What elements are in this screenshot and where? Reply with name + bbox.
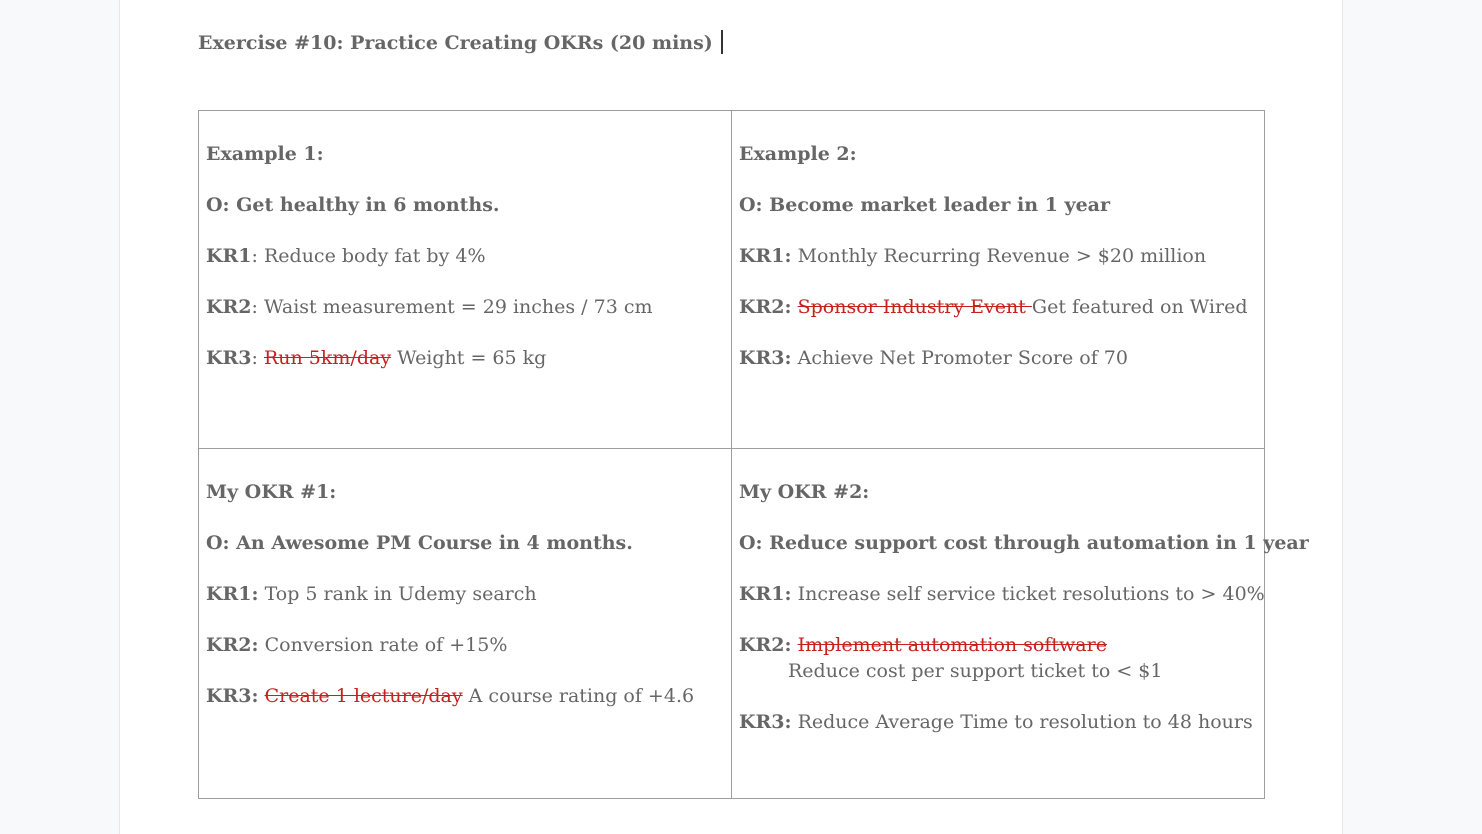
okr-table (198, 110, 1309, 799)
kr-label: KR2: (739, 634, 792, 656)
cell-example-2[interactable] (732, 111, 1265, 449)
deleted-text: Run 5km/day (263, 347, 392, 369)
kr-label: KR3: (206, 685, 259, 707)
kr-separator: : (251, 347, 264, 369)
key-result-3 (739, 345, 1257, 372)
deleted-text: Sponsor Industry Event (797, 296, 1032, 318)
cell-heading: My OKR #2: (739, 481, 870, 503)
kr-label: KR2: (739, 296, 792, 318)
cell-heading: Example 2: (739, 143, 857, 165)
kr-text: Weight = 65 kg (391, 347, 547, 369)
kr-text: Reduce cost per support ticket to < $1 (788, 660, 1163, 682)
cell-my-okr-2[interactable] (732, 449, 1309, 799)
cell-heading: Example 1: (206, 143, 324, 165)
kr-label: KR2 (206, 296, 252, 318)
kr-text: Reduce Average Time to resolution to 48 hours (797, 711, 1253, 733)
key-result-1 (206, 581, 724, 608)
cell-heading: My OKR #1: (206, 481, 337, 503)
kr-text: Conversion rate of +15% (264, 634, 508, 656)
table-row (199, 111, 1265, 449)
kr-label: KR3: (739, 347, 792, 369)
objective: O: An Awesome PM Course in 4 months. (206, 532, 633, 554)
kr-separator: : (251, 245, 264, 267)
objective: O: Reduce support cost through automation in 1 year (739, 532, 1309, 554)
kr-label: KR1: (739, 583, 792, 605)
kr-text: Monthly Recurring Revenue > $20 million (797, 245, 1207, 267)
kr-text: Reduce body fat by 4% (263, 245, 486, 267)
kr-text: Waist measurement = 29 inches / 73 cm (263, 296, 653, 318)
kr-label: KR1: (206, 583, 259, 605)
deleted-text: Create 1 lecture/day (264, 685, 463, 707)
kr-label: KR3 (206, 347, 252, 369)
key-result-1 (739, 581, 1265, 608)
kr-label: KR2: (206, 634, 259, 656)
objective: O: Become market leader in 1 year (739, 194, 1110, 216)
deleted-text: Implement automation software (797, 634, 1107, 656)
kr-text: Get featured on Wired (1031, 296, 1248, 318)
key-result-3 (206, 345, 724, 372)
cell-my-okr-1[interactable] (199, 449, 732, 799)
key-result-2 (739, 632, 1257, 685)
cell-example-1[interactable] (199, 111, 732, 449)
kr-text: A course rating of +4.6 (462, 685, 695, 707)
key-result-3 (739, 709, 1257, 736)
exercise-title-text: Exercise #10: Practice Creating OKRs (20 mins) (198, 32, 713, 54)
kr-label: KR3: (739, 711, 792, 733)
document-page[interactable] (119, 0, 1343, 834)
kr-label: KR1: (739, 245, 792, 267)
kr-text: Increase self service ticket resolutions to > 40% (797, 583, 1265, 605)
objective: O: Get healthy in 6 months. (206, 194, 500, 216)
kr-label: KR1 (206, 245, 252, 267)
key-result-3 (206, 683, 724, 710)
text-cursor (721, 30, 723, 54)
kr-text: Achieve Net Promoter Score of 70 (797, 347, 1128, 369)
key-result-1 (739, 243, 1257, 270)
key-result-2 (206, 632, 724, 659)
key-result-1 (206, 243, 724, 270)
key-result-2 (739, 294, 1257, 321)
exercise-title[interactable] (198, 30, 723, 54)
key-result-2 (206, 294, 724, 321)
kr-separator: : (251, 296, 264, 318)
kr-text: Top 5 rank in Udemy search (264, 583, 537, 605)
table-row (199, 449, 1265, 799)
